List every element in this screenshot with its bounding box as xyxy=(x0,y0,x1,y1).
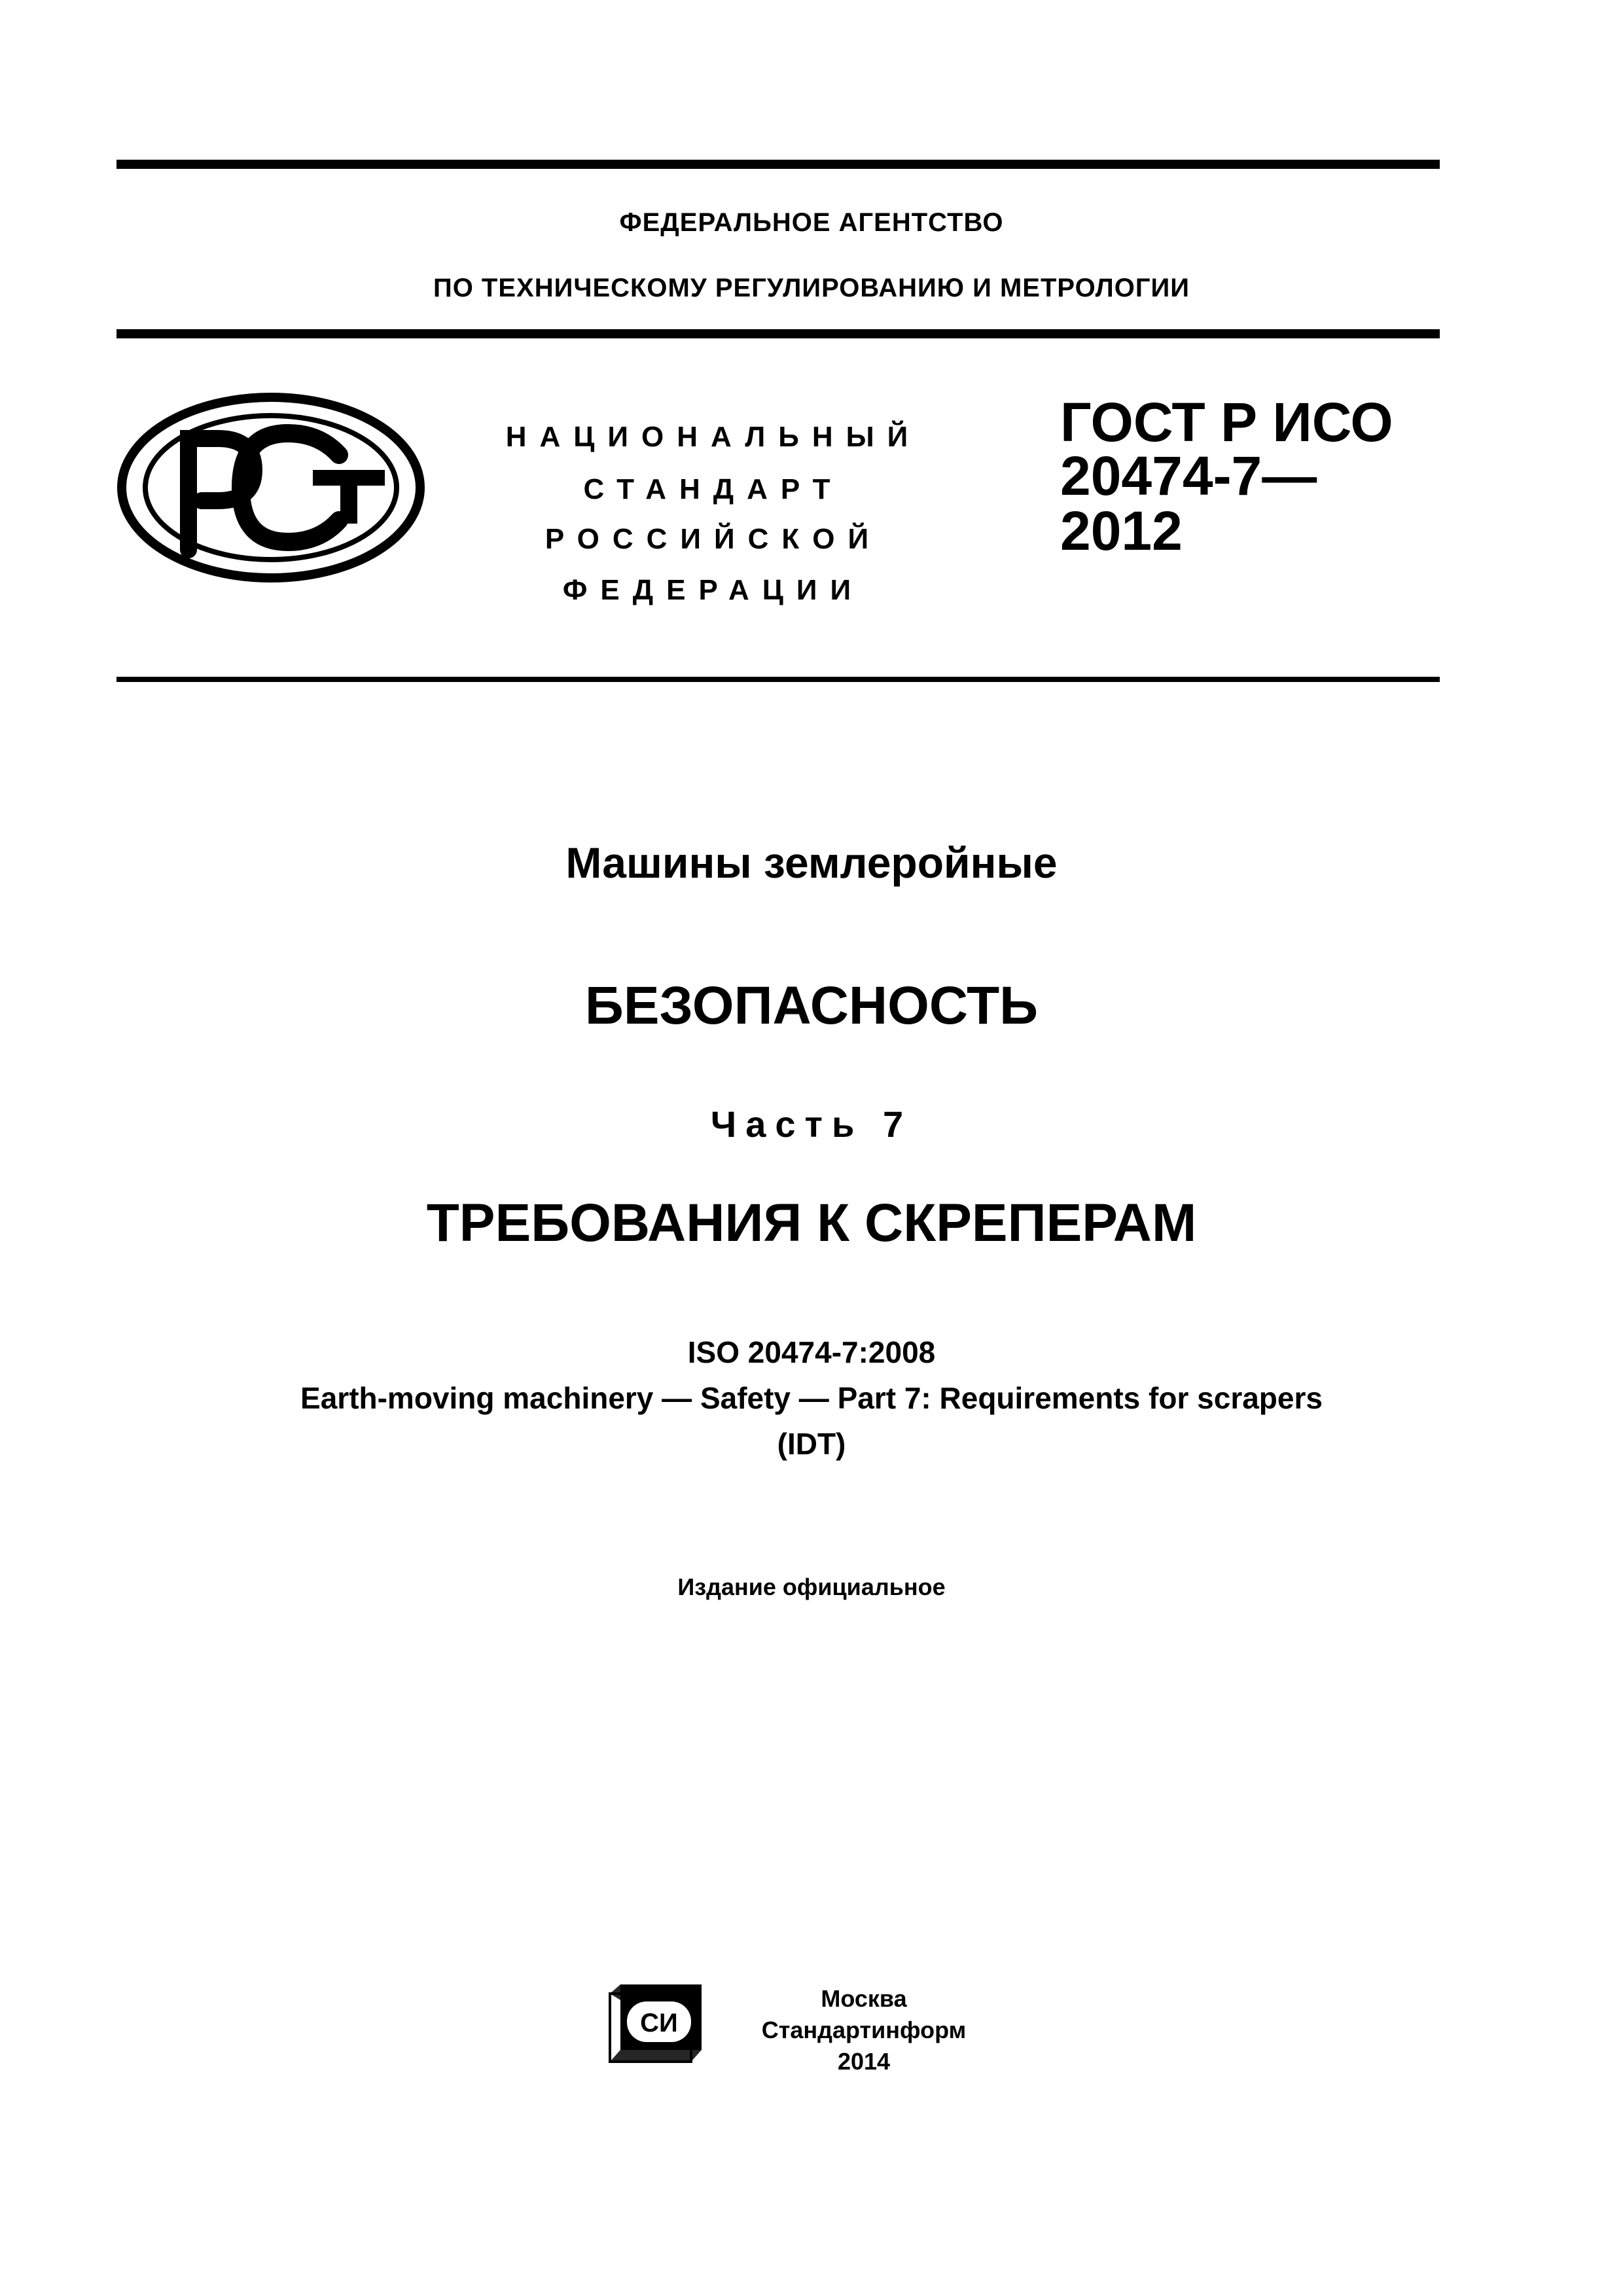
national-standard-line-4: ФЕДЕРАЦИИ xyxy=(562,574,865,606)
publisher-city: Москва xyxy=(821,1985,907,2012)
national-standard-line-3: РОССИЙСКОЙ xyxy=(544,523,882,555)
designation-line-3: 2012 xyxy=(1060,500,1183,562)
title-machines: Машины землеройные xyxy=(565,838,1058,887)
designation-line-1: ГОСТ Р ИСО xyxy=(1060,391,1393,453)
agency-line-1: ФЕДЕРАЛЬНОЕ АГЕНТСТВО xyxy=(619,208,1004,237)
publisher-year: 2014 xyxy=(837,2048,891,2075)
iso-equivalence: (IDT) xyxy=(777,1427,846,1461)
logo-rule xyxy=(116,677,1440,682)
title-part: Часть 7 xyxy=(710,1103,913,1145)
national-standard-line-1: НАЦИОНАЛЬНЫЙ xyxy=(505,421,921,453)
agency-line-2: ПО ТЕХНИЧЕСКОМУ РЕГУЛИРОВАНИЮ И МЕТРОЛОГИИ xyxy=(433,274,1190,302)
title-safety: БЕЗОПАСНОСТЬ xyxy=(584,976,1039,1035)
standartinform-logo-text: СИ xyxy=(640,2009,678,2037)
standartinform-logo-icon xyxy=(607,1982,704,2064)
national-standard-line-2: СТАНДАРТ xyxy=(583,473,844,505)
rst-mark-icon xyxy=(116,393,425,583)
designation-line-2: 20474-7— xyxy=(1060,445,1317,507)
iso-number: ISO 20474-7:2008 xyxy=(687,1335,936,1369)
publisher-name: Стандартинформ xyxy=(761,2017,967,2043)
header-rule xyxy=(116,329,1440,338)
edition-label: Издание официальное xyxy=(677,1573,946,1600)
iso-english-title: Earth-moving machinery — Safety — Part 7: Requirements for scrapers xyxy=(300,1381,1323,1415)
title-requirements: ТРЕБОВАНИЯ К СКРЕПЕРАМ xyxy=(426,1193,1197,1253)
top-rule xyxy=(116,160,1440,169)
